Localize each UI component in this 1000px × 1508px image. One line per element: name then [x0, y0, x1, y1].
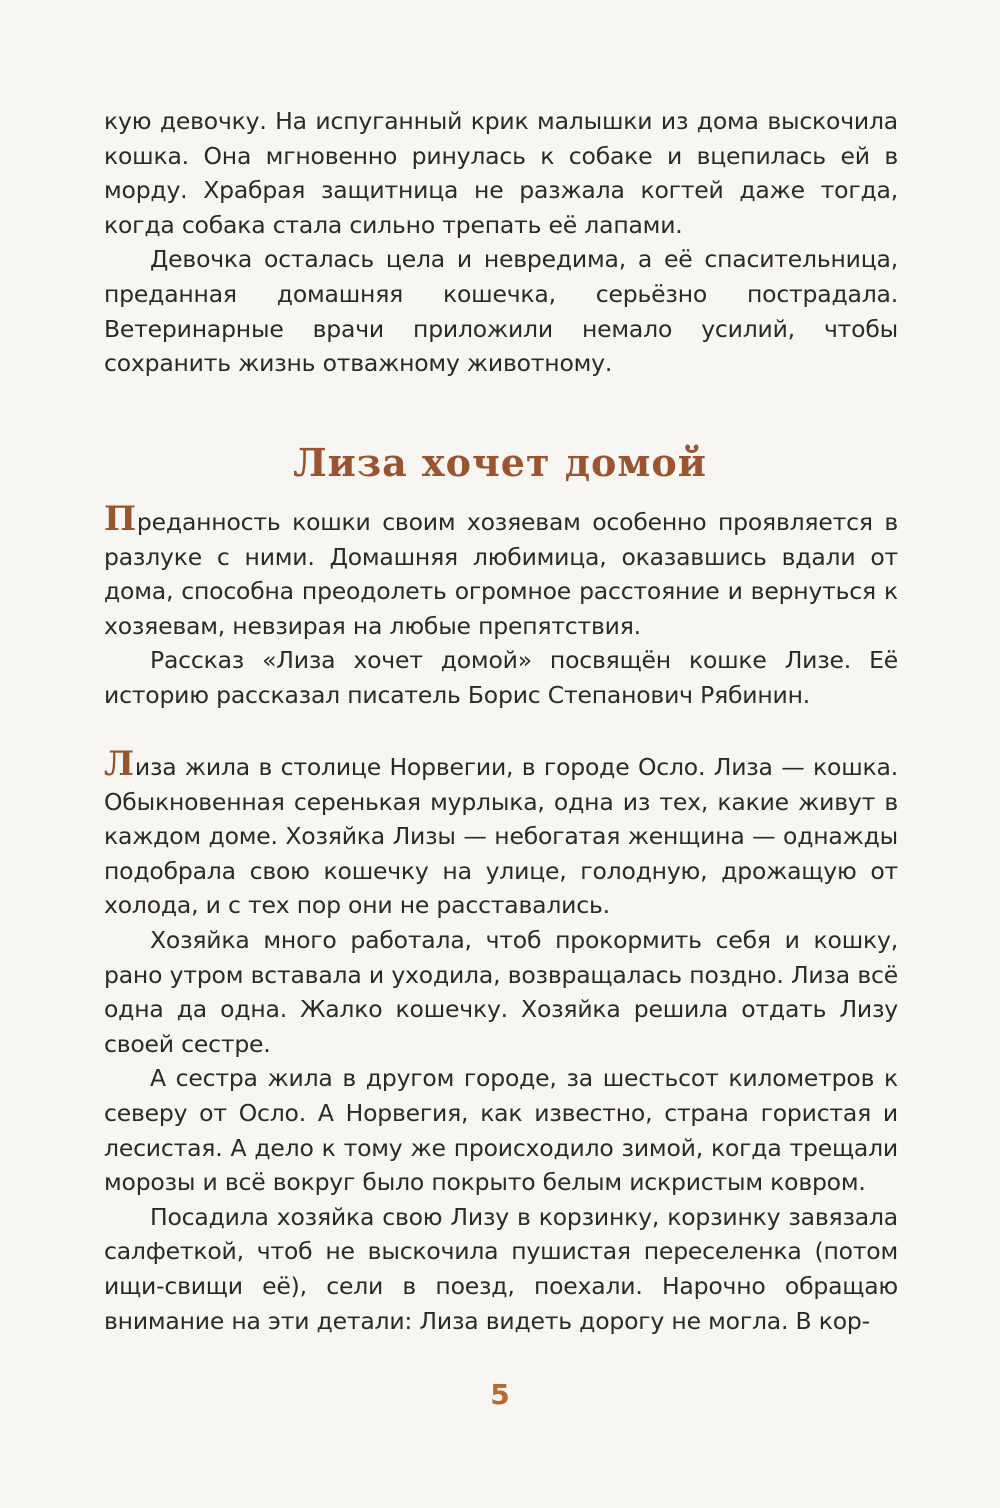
paragraph-text: иза жила в столице Норвегии, в городе Осло. Лиза — кошка. Обыкновенная серенькая мурлыка, одна из тех, какие живут в каждом доме. Хозяйка Лизы — небогатая женщина — однажды подобрала свою кошечку на улице, голодную, дрожащую от холода, и с тех пор они не расставались. [104, 753, 898, 920]
paragraph: А сестра жила в другом городе, за шестьсот километров к северу от Осло. А Норвегия, как известно, страна гористая и лесистая. А дело к тому же происходило зимой, когда трещали морозы и всё вокруг было покрыто белым искристым ковром. [104, 1064, 898, 1197]
paragraph: Рассказ «Лиза хочет домой» посвящён кошке Лизе. Её историю рассказал писатель Борис Степанович Рябинин. [104, 646, 898, 709]
paragraph [104, 499, 898, 643]
paragraph: Хозяйка много работала, чтоб прокормить себя и кошку, рано утром вставала и уходила, возвращалась поздно. Лиза всё одна да одна. Жалко кошечку. Хозяйка решила отдать Лизу своей сестре. [104, 925, 898, 1058]
paragraph-text: реданность кошки своим хозяевам особенно проявляется в разлуке с ними. Домашняя любимица, оказавшись вдали от дома, способна преодолеть огромное расстояние и вернуться к хозяевам, невзирая на любые препятствия. [104, 508, 898, 640]
paragraph: кую девочку. На испуганный крик малышки из дома выскочила кошка. Она мгновенно ринулась к собаке и вцепилась ей в морду. Храбрая защитница не разжала когтей даже тогда, когда собака стала сильно трепать её лапами. [104, 107, 898, 239]
top-text-block [104, 104, 898, 381]
page-number: 5 [490, 1378, 510, 1411]
paragraph [104, 744, 898, 923]
paragraph: Посадила хозяйка свою Лизу в корзинку, корзинку завязала салфеткой, чтоб не выскочила пушистая переселенка (потом ищи-свищи её), сели в поезд, поехали. Нарочно обращаю внимание на эти детали: Лиза видеть дорогу не могла. В кор- [104, 1202, 898, 1335]
chapter-heading: Лиза хочет домой [293, 440, 707, 485]
intro-text-block [104, 499, 898, 713]
story-text-block [104, 744, 898, 1338]
drop-cap: Л [104, 744, 134, 784]
paragraph: Девочка осталась цела и невредима, а её спасительница, преданная домашняя кошечка, серьёзно пострадала. Ветеринарные врачи приложили немало усилий, чтобы сохранить жизнь отважному животному. [104, 245, 898, 378]
drop-cap: П [104, 499, 136, 539]
